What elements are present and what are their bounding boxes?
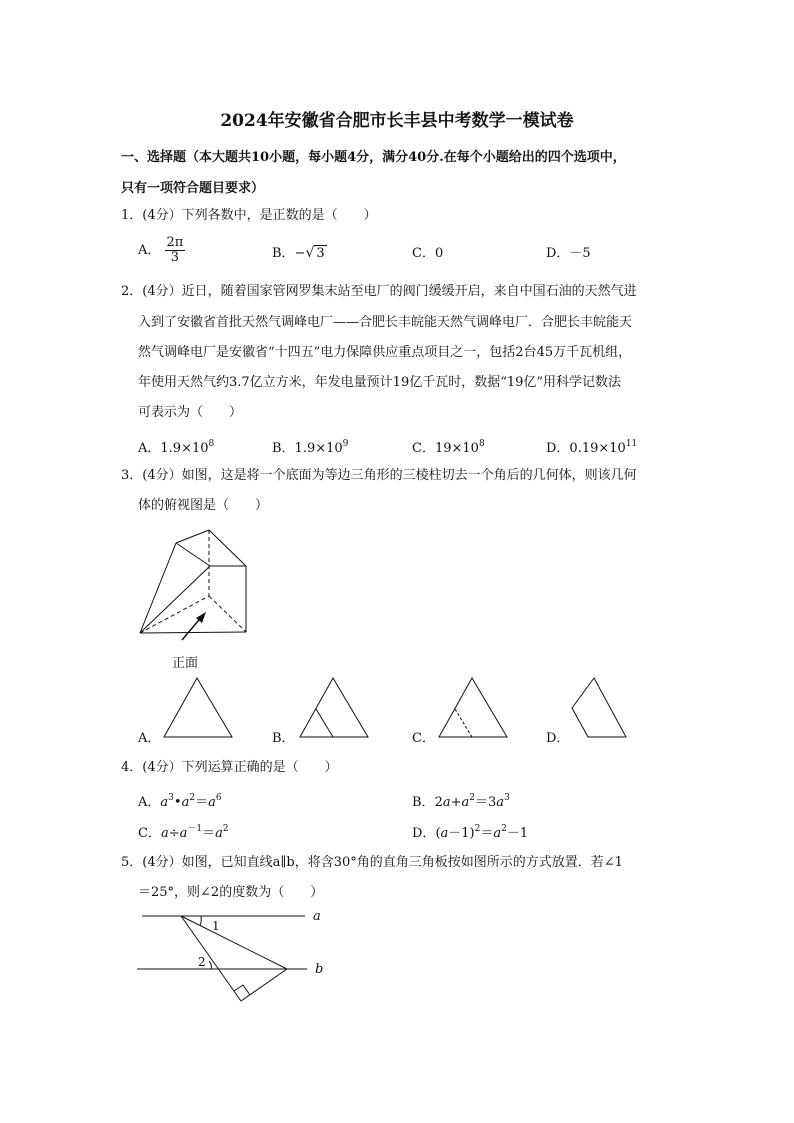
q1-option-a-fraction: [165, 236, 186, 265]
q2-option-b-base: B．1.9×10: [272, 441, 343, 456]
q1-option-b-radicand: 3: [316, 246, 325, 261]
q1-option-b[interactable]: [272, 242, 327, 261]
q3-option-c-triangle: [437, 676, 509, 740]
q2-option-d-exponent: 11: [625, 439, 638, 449]
q2-option-a-base: A．1.9×10: [138, 441, 209, 456]
q2-option-d-base: D．0.19×10: [546, 441, 626, 456]
page-title: 2024年安徽省合肥市长丰县中考数学一模试卷: [220, 111, 574, 131]
line-b-label: [315, 962, 323, 977]
q4-stem: 4．(4分）下列运算正确的是（ ）: [121, 760, 338, 775]
q3-front-label: 正面: [172, 656, 199, 671]
line-a-label-text: a: [313, 909, 321, 924]
q2-option-a-exponent: 8: [208, 439, 215, 449]
q2-line5: 可表示为（ ）: [138, 405, 243, 420]
line-b-label-text: b: [315, 962, 324, 977]
q4-option-c[interactable]: C．$a\div a^{-1}=a^2$: [138, 824, 229, 841]
q2-option-c-base: C．19×10: [412, 441, 479, 456]
q1-option-b-label: B．: [272, 246, 295, 261]
q3-option-b[interactable]: B．: [272, 731, 295, 746]
q5-line1: 5．(4分）如图，已知直线a∥b，将含30°角的直角三角板按如图所示的方式放置．若∠1: [121, 855, 623, 870]
q1-option-a-denominator: 3: [170, 250, 180, 265]
q4-option-d-label: D．: [412, 826, 436, 841]
q3-option-d[interactable]: D．: [546, 731, 570, 746]
q4-option-a-label: A．: [138, 795, 161, 810]
q4-option-b-label: B．: [412, 795, 435, 810]
q2-option-b[interactable]: [272, 437, 348, 456]
q2-option-c[interactable]: [412, 437, 485, 456]
line-a-label: [313, 909, 321, 924]
q4-option-c-label: C．: [138, 826, 161, 841]
q3-line2: 体的俯视图是（ ）: [138, 498, 269, 513]
q3-option-d-shape: [570, 676, 632, 740]
q1-stem: 1．(4分）下列各数中，是正数的是（ ）: [121, 208, 377, 223]
q1-option-a-label: A．: [138, 243, 161, 258]
q2-line4: 年使用天然气约3.7亿立方米，年发电量预计19亿千瓦时，数据“19亿”用科学记数法: [138, 375, 622, 390]
q3-option-c[interactable]: C．: [412, 731, 435, 746]
q3-option-a-triangle: [162, 676, 234, 740]
q2-option-c-exponent: 8: [478, 439, 485, 449]
q3-solid-figure: [130, 530, 260, 645]
q3-option-a[interactable]: A．: [138, 731, 161, 746]
q4-option-d[interactable]: D．$(a-1)^2=a^2-1$: [412, 824, 529, 841]
q1-option-d[interactable]: D．－5: [546, 246, 591, 261]
q1-option-c[interactable]: C．0: [412, 246, 444, 261]
q1-option-a[interactable]: [138, 236, 185, 265]
section-heading-line1: 一、选择题（本大题共10小题，每小题4分，满分40分.在每个小题给出的四个选项中，: [121, 150, 626, 165]
section-heading-line2: 只有一项符合题目要求）: [121, 181, 265, 196]
q2-line2: 入到了安徽省首批天然气调峰电厂——合肥长丰皖能天然气调峰电厂．合肥长丰皖能天: [138, 315, 633, 330]
q3-line1: 3．(4分）如图，这是将一个底面为等边三角形的三棱柱切去一个角后的几何体，则该几何: [121, 468, 637, 483]
q1-option-b-sign: −: [294, 246, 306, 261]
angle-2-label: 2: [198, 955, 206, 969]
angle-1-label: 1: [212, 919, 220, 933]
q4-option-a[interactable]: A．$a^3•a^2=a^6$: [138, 793, 222, 810]
q2-line1: 2．(4分）近日，随着国家管网罗集末站至电厂的阀门缓缓开启，来自中国石油的天然气进: [121, 284, 637, 299]
q1-option-a-numerator: 2π: [166, 235, 184, 250]
sqrt-icon: √: [305, 245, 315, 261]
q2-line3: 然气调峰电厂是安徽省“十四五”电力保障供应重点项目之一，包括2台45万千瓦机组，: [138, 345, 632, 360]
q5-figure: [137, 905, 327, 1005]
q2-option-b-exponent: 9: [342, 439, 349, 449]
q5-line2: ＝25°，则∠2的度数为（ ）: [138, 885, 324, 900]
q4-option-b[interactable]: B．$2a+a^2=3a^3$: [412, 793, 510, 810]
q2-option-d[interactable]: [546, 437, 637, 456]
q3-option-b-triangle: [298, 676, 370, 740]
q2-option-a[interactable]: [138, 437, 214, 456]
